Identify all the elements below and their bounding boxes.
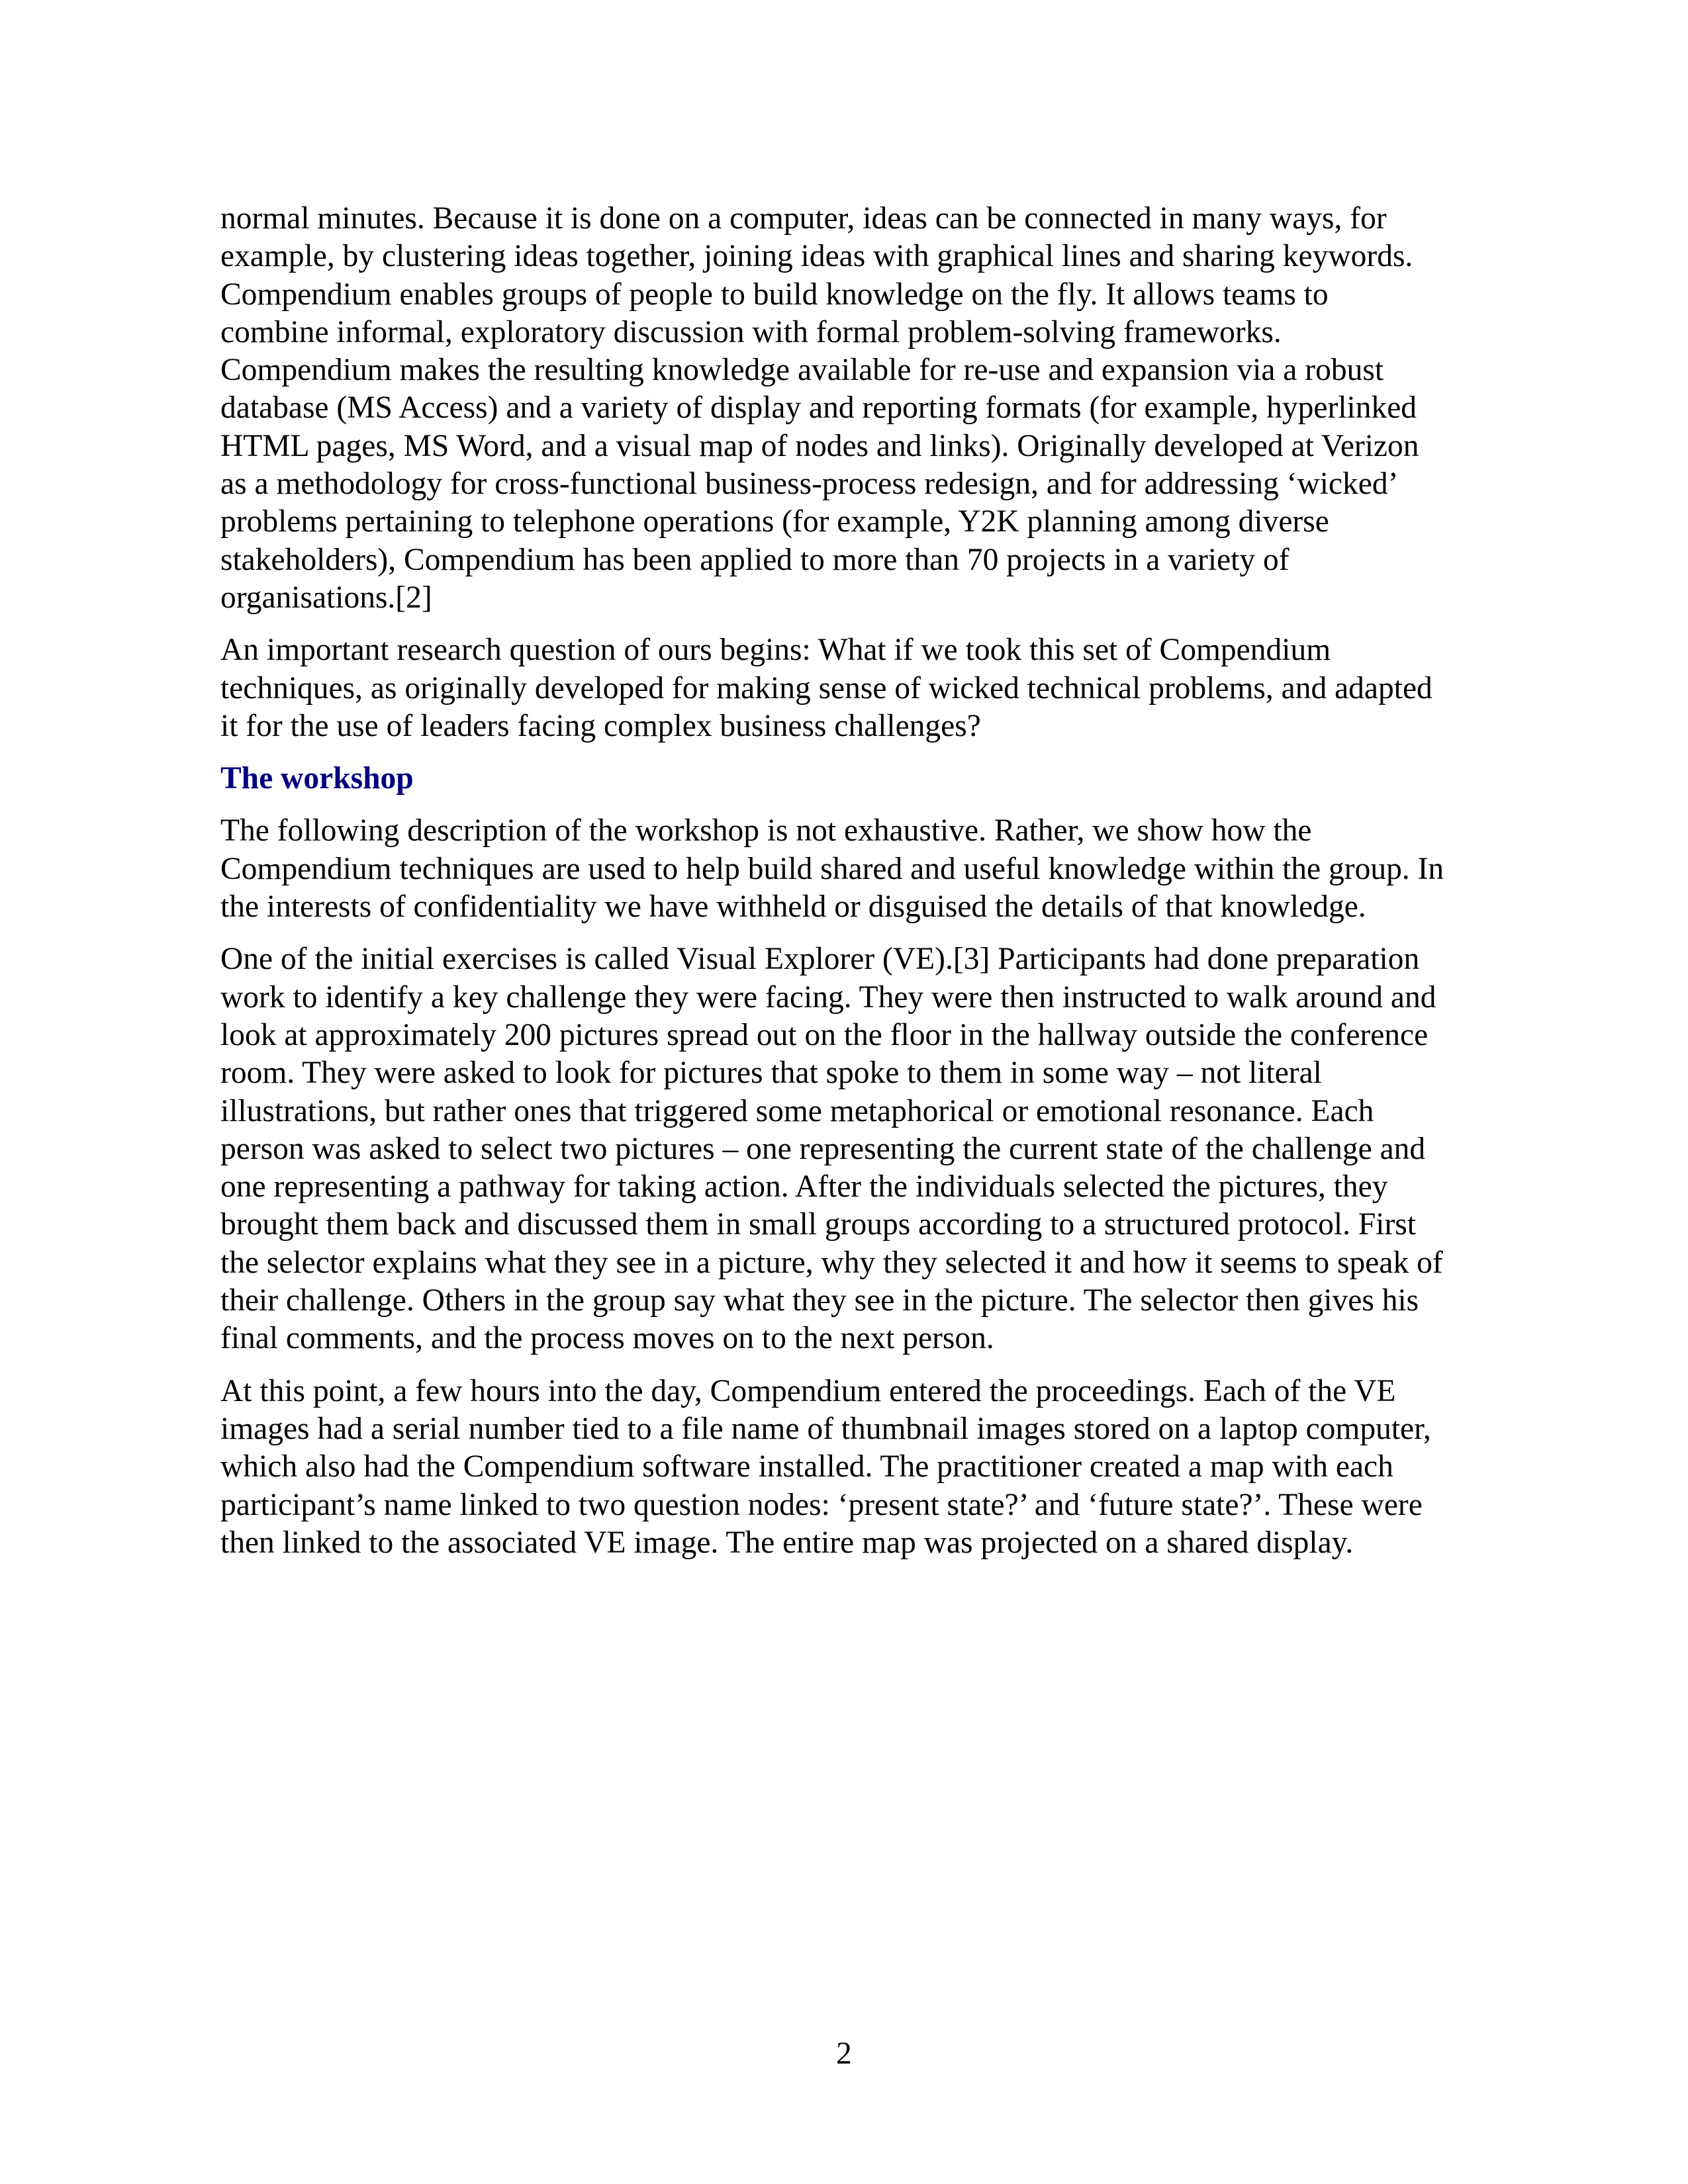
text-line: example, by clustering ideas together, joining ideas with graphical lines and sharing keywords. (220, 239, 1413, 274)
text-line: room. They were asked to look for pictures that spoke to them in some way – not literal (220, 1056, 1322, 1091)
text-line: look at approximately 200 pictures spread out on the floor in the hallway outside the conference (220, 1017, 1429, 1052)
paragraph-compendium-overview (220, 200, 1518, 617)
text-line: images had a serial number tied to a file name of thumbnail images stored on a laptop computer, (220, 1411, 1431, 1446)
text-line: participant’s name linked to two question nodes: ‘present state?’ and ‘future state?’. These were (220, 1487, 1423, 1522)
paragraph-workshop-description (220, 812, 1518, 926)
text-line: Compendium techniques are used to help build shared and useful knowledge within the group. In (220, 851, 1444, 886)
text-line: the interests of confidentiality we have withheld or disguised the details of that knowledge. (220, 889, 1366, 925)
section-heading: The workshop (220, 761, 414, 796)
text-line: one representing a pathway for taking action. After the individuals selected the pictures, they (220, 1169, 1388, 1205)
text-line: it for the use of leaders facing complex business challenges? (220, 708, 981, 743)
text-line: HTML pages, MS Word, and a visual map of nodes and links). Originally developed at Verizon (220, 428, 1419, 463)
text-line: stakeholders), Compendium has been applied to more than 70 projects in a variety of (220, 542, 1289, 577)
text-line: which also had the Compendium software installed. The practitioner created a map with each (220, 1449, 1393, 1484)
text-line: Compendium enables groups of people to build knowledge on the fly. It allows teams to (220, 277, 1329, 312)
text-line: then linked to the associated VE image. The entire map was projected on a shared display. (220, 1525, 1354, 1560)
text-line: person was asked to select two pictures – one representing the current state of the challenge and (220, 1131, 1426, 1166)
text-line: The following description of the workshop is not exhaustive. Rather, we show how the (220, 813, 1312, 848)
page-number: 2 (836, 2036, 852, 2071)
paragraph-visual-explorer (220, 940, 1518, 1357)
text-line: An important research question of ours begins: What if we took this set of Compendium (220, 633, 1331, 668)
text-line: Compendium makes the resulting knowledge available for re-use and expansion via a robust (220, 353, 1384, 388)
text-line: their challenge. Others in the group say what they see in the picture. The selector then gives his (220, 1283, 1419, 1318)
text-line: At this point, a few hours into the day, Compendium entered the proceedings. Each of the VE (220, 1373, 1396, 1408)
text-line: as a methodology for cross-functional business-process redesign, and for addressing ‘wicked’ (220, 467, 1399, 502)
text-line: brought them back and discussed them in small groups according to a structured protocol. First (220, 1207, 1416, 1242)
page-body (220, 200, 1518, 1576)
text-line: work to identify a key challenge they were facing. They were then instructed to walk around and (220, 979, 1436, 1015)
text-line: final comments, and the process moves on to the next person. (220, 1321, 994, 1356)
text-line: the selector explains what they see in a picture, why they selected it and how it seems to speak of (220, 1245, 1443, 1280)
text-line: illustrations, but rather ones that triggered some metaphorical or emotional resonance. Each (220, 1093, 1374, 1128)
text-line: problems pertaining to telephone operations (for example, Y2K planning among diverse (220, 504, 1329, 539)
paragraph-compendium-proceedings (220, 1373, 1518, 1562)
text-line: database (MS Access) and a variety of display and reporting formats (for example, hyperlinked (220, 390, 1417, 426)
text-line: organisations.[2] (220, 580, 432, 615)
paragraph-research-question (220, 631, 1518, 745)
text-line: normal minutes. Because it is done on a computer, ideas can be connected in many ways, for (220, 201, 1387, 236)
text-line: One of the initial exercises is called Visual Explorer (VE).[3] Participants had done preparation (220, 942, 1420, 977)
text-line: combine informal, exploratory discussion with formal problem-solving frameworks. (220, 314, 1282, 349)
text-line: techniques, as originally developed for making sense of wicked technical problems, and adapted (220, 670, 1432, 705)
